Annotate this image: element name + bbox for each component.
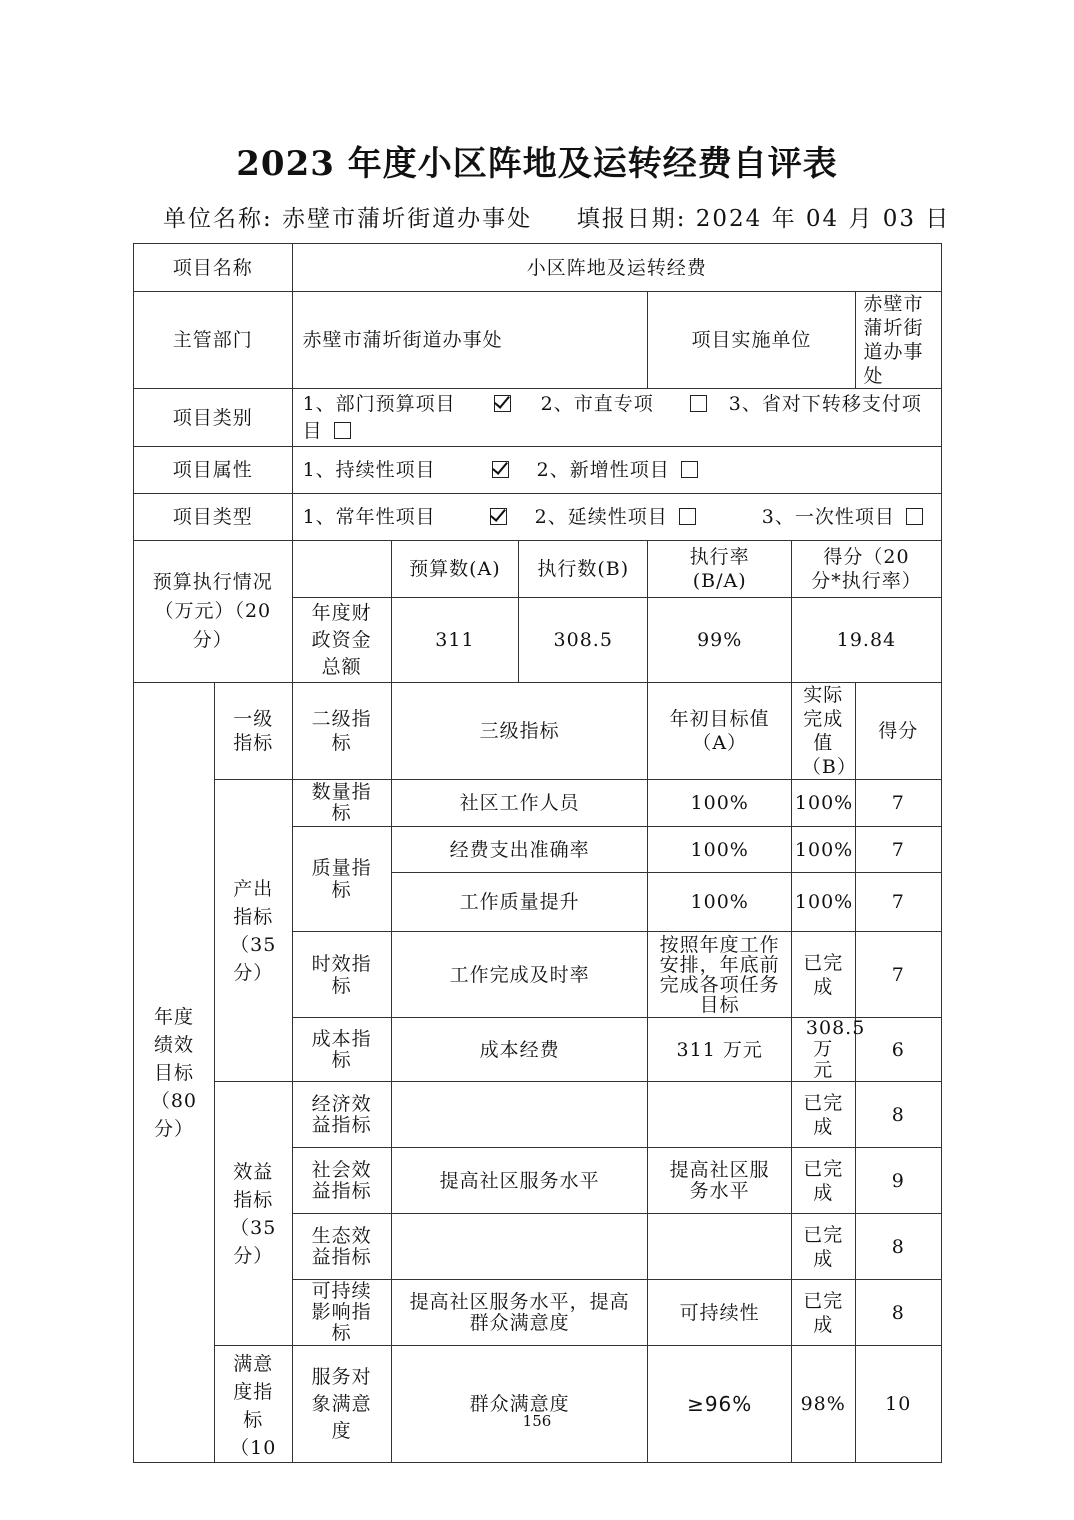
score-cell: 7: [855, 827, 941, 873]
score-cell: 8: [855, 1214, 941, 1280]
unit-label: 单位名称:: [163, 206, 273, 232]
col-level1-header: 一级指标: [214, 683, 292, 780]
target-cell: 100%: [648, 873, 791, 932]
type-option-1: 1、常年性项目: [302, 506, 436, 528]
category-options: [292, 389, 941, 447]
checkbox-icon[interactable]: [690, 395, 707, 412]
project-name-value: 小区阵地及运转经费: [292, 244, 941, 292]
actual-cell: 已完成: [791, 932, 855, 1018]
checkbox-icon[interactable]: [679, 508, 696, 525]
level3-cell: 群众满意度: [391, 1346, 648, 1463]
target-cell: 可持续性: [648, 1280, 791, 1346]
rate-value: 99%: [648, 598, 791, 683]
level2-cell: 生态效益指标: [292, 1214, 391, 1280]
unit-value: 赤壁市蒲圻街道办事处: [282, 206, 533, 232]
col-target-header: 年初目标值（A）: [648, 683, 791, 780]
actual-cell: 100%: [791, 827, 855, 873]
checkbox-icon[interactable]: [906, 508, 923, 525]
budget-blank-cell: [292, 541, 391, 598]
benefit-group-label: 效益指标（35 分）: [214, 1082, 292, 1346]
col-level2-header: 二级指标: [292, 683, 391, 780]
actual-cell: 已完成: [791, 1214, 855, 1280]
level2-cell: 成本指标: [292, 1018, 391, 1082]
checkbox-icon[interactable]: [334, 422, 351, 439]
attribute-option-1: 1、持续性项目: [302, 459, 436, 481]
actual-cell: 已完成: [791, 1280, 855, 1346]
type-option-3: 3、一次性项目: [761, 506, 895, 528]
score-cell: 7: [855, 873, 941, 932]
category-option-3: 3、省对下转移支付项目: [302, 392, 922, 442]
col-exec-header: 执行数(B): [519, 541, 648, 598]
col-rate-header: 执行率(B/A): [648, 541, 791, 598]
target-cell: [648, 1082, 791, 1148]
evaluation-table: [133, 243, 942, 1463]
actual-cell: 100%: [791, 873, 855, 932]
col-actual-header: 实际完成值（B）: [791, 683, 855, 780]
col-score-header: 得分: [855, 683, 941, 780]
score-cell: 7: [855, 932, 941, 1018]
target-cell: 100%: [648, 827, 791, 873]
score-cell: 9: [855, 1148, 941, 1214]
header-line: [163, 200, 950, 233]
project-name-label: 项目名称: [134, 244, 293, 292]
type-options: [292, 494, 941, 541]
category-option-1: 1、部门预算项目: [302, 392, 456, 415]
level2-cell: 质量指标: [292, 827, 391, 932]
score-cell: 8: [855, 1082, 941, 1148]
page-title: 2023 年度小区阵地及运转经费自评表: [236, 144, 838, 184]
col-score-header: 得分（20 分*执行率）: [791, 541, 941, 598]
dept-value: 赤壁市蒲圻街道办事处: [292, 292, 648, 389]
actual-cell: 已完成: [791, 1148, 855, 1214]
level2-cell: 社会效益指标: [292, 1148, 391, 1214]
checkbox-checked-icon[interactable]: [490, 508, 507, 525]
dept-label: 主管部门: [134, 292, 293, 389]
attribute-option-2: 2、新增性项目: [536, 459, 670, 481]
budget-label: 预算执行情况（万元）（20 分）: [134, 541, 293, 683]
level2-cell: 服务对象满意度: [292, 1346, 391, 1463]
category-label: 项目类别: [134, 389, 293, 447]
performance-label: 年度绩效目标（80 分）: [134, 683, 215, 1463]
checkbox-icon[interactable]: [681, 461, 698, 478]
impl-unit-value: 赤壁市蒲圻街道办事处: [855, 292, 941, 389]
level3-cell: 提高社区服务水平: [391, 1148, 648, 1214]
target-cell: ≥96%: [648, 1346, 791, 1463]
level3-cell: 社区工作人员: [391, 780, 648, 827]
level2-cell: 数量指标: [292, 780, 391, 827]
level2-cell: 时效指标: [292, 932, 391, 1018]
level3-cell: [391, 1082, 648, 1148]
target-cell: [648, 1214, 791, 1280]
type-label: 项目类型: [134, 494, 293, 541]
col-budget-header: 预算数(A): [391, 541, 518, 598]
date-label: 填报日期:: [576, 206, 687, 232]
page-number: 156: [522, 1412, 552, 1430]
impl-unit-label: 项目实施单位: [648, 292, 855, 389]
target-cell: 311 万元: [648, 1018, 791, 1082]
col-level3-header: 三级指标: [391, 683, 648, 780]
actual-cell: 100%: [791, 780, 855, 827]
output-group-label: 产出指标（35 分）: [214, 780, 292, 1082]
score-cell: 6: [855, 1018, 941, 1082]
level3-cell: [391, 1214, 648, 1280]
type-option-2: 2、延续性项目: [534, 506, 668, 528]
budget-value: 311: [391, 598, 518, 683]
satisfaction-group-label: 满意度指标（10: [214, 1346, 292, 1463]
level3-cell: 提高社区服务水平，提高群众满意度: [391, 1280, 648, 1346]
actual-cell: 已完成: [791, 1082, 855, 1148]
checkbox-checked-icon[interactable]: [494, 395, 511, 412]
budget-row-label: 年度财政资金总额: [292, 598, 391, 683]
level3-cell: 工作质量提升: [391, 873, 648, 932]
level2-cell: 可持续影响指标: [292, 1280, 391, 1346]
date-value: 2024 年 04 月 03 日: [695, 206, 951, 232]
level3-cell: 经费支出准确率: [391, 827, 648, 873]
target-cell: 提高社区服务水平: [648, 1148, 791, 1214]
score-cell: 8: [855, 1280, 941, 1346]
actual-cell: 308.5 万元: [791, 1018, 855, 1082]
checkbox-checked-icon[interactable]: [492, 461, 509, 478]
level2-cell: 经济效益指标: [292, 1082, 391, 1148]
attribute-label: 项目属性: [134, 447, 293, 494]
score-value: 19.84: [791, 598, 941, 683]
target-cell: 100%: [648, 780, 791, 827]
score-cell: 7: [855, 780, 941, 827]
exec-value: 308.5: [519, 598, 648, 683]
level3-cell: 工作完成及时率: [391, 932, 648, 1018]
level3-cell: 成本经费: [391, 1018, 648, 1082]
category-option-2: 2、市直专项: [540, 392, 654, 415]
score-cell: 10: [855, 1346, 941, 1463]
actual-cell: 98%: [791, 1346, 855, 1463]
attribute-options: [292, 447, 941, 494]
target-cell: 按照年度工作安排，年底前完成各项任务目标: [648, 932, 791, 1018]
